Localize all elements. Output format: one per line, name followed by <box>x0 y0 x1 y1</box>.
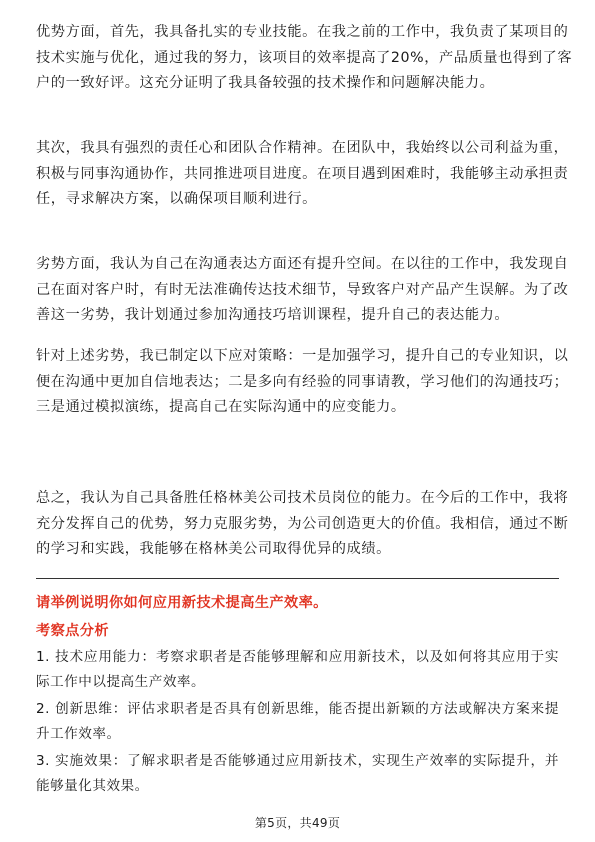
analysis-point-1 <box>36 645 559 695</box>
paragraph-line: 其次，我具有强烈的责任心和团队合作精神。在团队中，我始终以公司利益为重， <box>36 140 569 156</box>
paragraph-strategies <box>36 344 569 421</box>
paragraph-line: 善这一劣势，我计划通过参加沟通技巧培训课程，提升自己的表达能力。 <box>36 307 510 323</box>
paragraph-weaknesses <box>36 252 569 329</box>
section-divider <box>36 578 559 579</box>
paragraph-line: 积极与同事沟通协作，共同推进项目进度。在项目遇到困难时，我能够主动承担责 <box>36 165 569 182</box>
point-line: 1. 技术应用能力：考察求职者是否能够理解和应用新技术，以及如何将其应用于实 <box>36 649 559 665</box>
paragraph-line: 劣势方面，我认为自己在沟通表达方面还有提升空间。在以往的工作中，我发现自 <box>36 256 569 272</box>
point-line: 能够量化其效果。 <box>36 778 149 794</box>
analysis-heading: 考察点分析 <box>36 623 109 639</box>
point-line: 际工作中以提高生产效率。 <box>36 674 206 690</box>
paragraph-line: 便在沟通中更加自信地表达；二是多向有经验的同事请教，学习他们的沟通技巧； <box>36 373 569 390</box>
analysis-point-3 <box>36 749 559 799</box>
paragraph-strengths <box>36 20 573 97</box>
paragraph-line: 三是通过模拟演练，提高自己在实际沟通中的应变能力。 <box>36 399 406 415</box>
analysis-point-2 <box>36 697 559 747</box>
paragraph-line: 户的一致好评。这充分证明了我具备较强的技术操作和问题解决能力。 <box>36 75 495 91</box>
point-line: 3. 实施效果：了解求职者是否能够通过应用新技术，实现生产效率的实际提升，并 <box>36 753 559 769</box>
point-line: 2. 创新思维：评估求职者是否具有创新思维，能否提出新颖的方法或解决方案来提 <box>36 701 559 717</box>
paragraph-line: 针对上述劣势，我已制定以下应对策略：一是加强学习，提升自己的专业知识，以 <box>36 348 569 364</box>
paragraph-line: 总之，我认为自己具备胜任格林美公司技术员岗位的能力。在今后的工作中，我将 <box>36 490 569 506</box>
paragraph-line: 充分发挥自己的优势，努力克服劣势，为公司创造更大的价值。我相信，通过不断 <box>36 515 569 532</box>
point-line: 升工作效率。 <box>36 726 121 742</box>
paragraph-conclusion <box>36 486 569 563</box>
paragraph-line: 优势方面，首先，我具备扎实的专业技能。在我之前的工作中，我负责了某项目的 <box>36 24 569 40</box>
paragraph-line: 技术实施与优化，通过我的努力，该项目的效率提高了20%，产品质量也得到了客 <box>36 49 573 66</box>
paragraph-teamwork <box>36 136 569 213</box>
paragraph-line: 的学习和实践，我能够在格林美公司取得优异的成绩。 <box>36 541 391 557</box>
paragraph-line: 己在面对客户时，有时无法准确传达技术细节，导致客户对产品产生误解。为了改 <box>36 281 569 298</box>
paragraph-line: 任，寻求解决方案，以确保项目顺利进行。 <box>36 191 317 207</box>
interview-question: 请举例说明你如何应用新技术提高生产效率。 <box>36 595 328 611</box>
page-number: 第5页，共49页 <box>254 816 341 830</box>
